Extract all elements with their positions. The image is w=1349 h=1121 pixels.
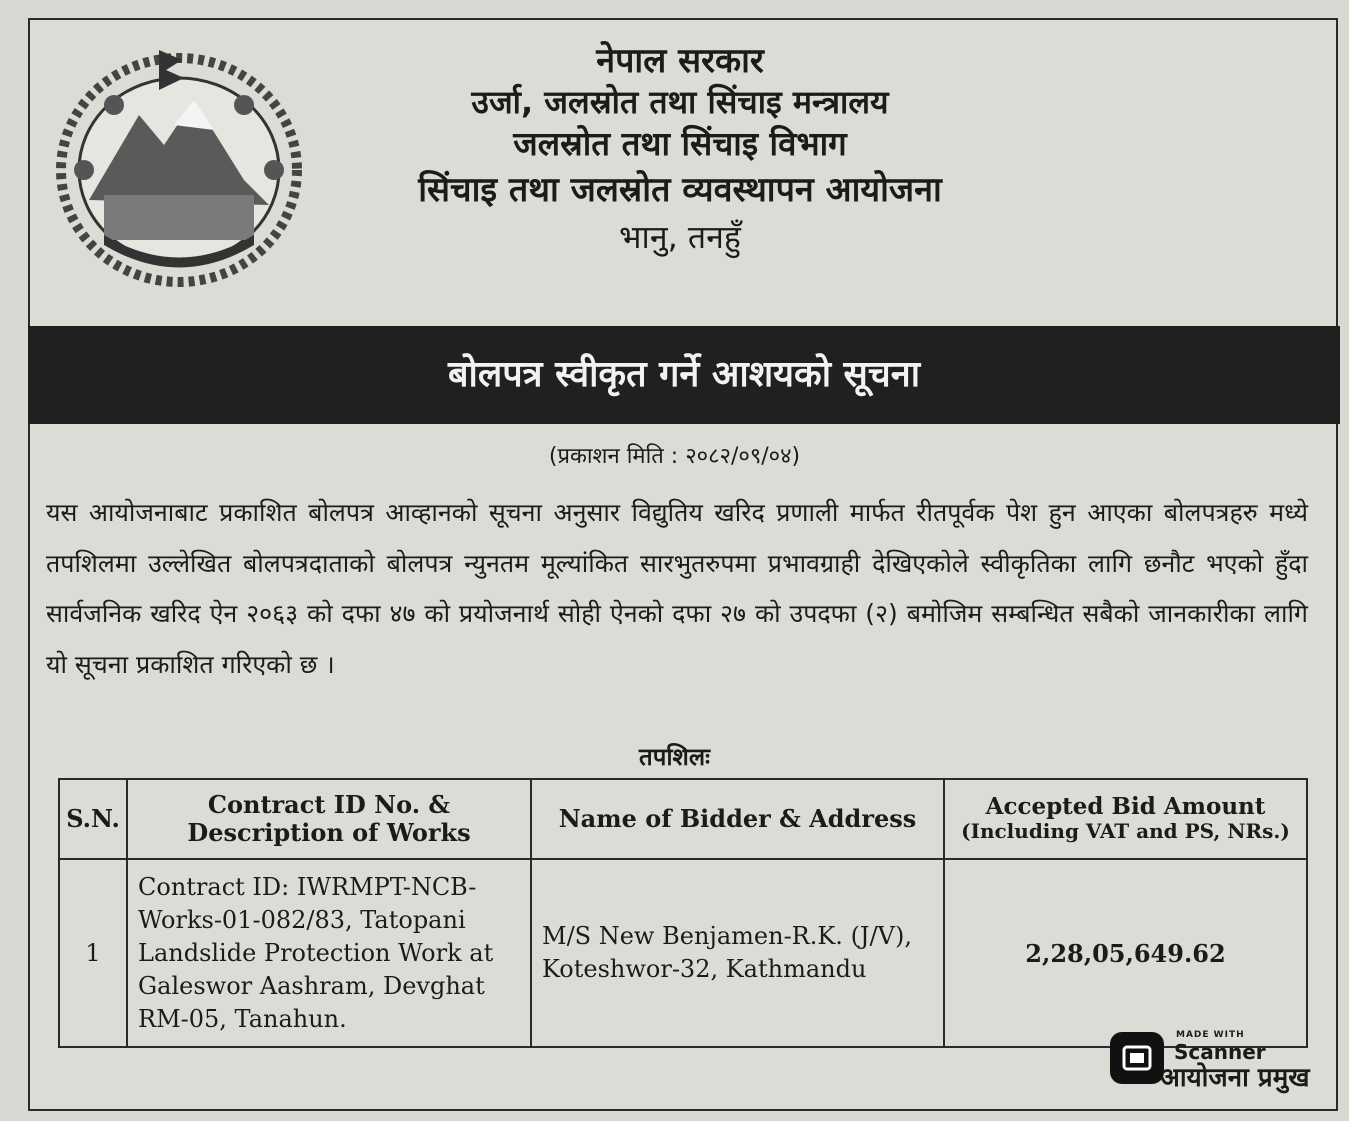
department-name: जलस्रोत तथा सिंचाइ विभाग [513,124,847,163]
bidder-header: Name of Bidder & Address [531,779,944,859]
notice-title: बोलपत्र स्वीकृत गर्ने आशयको सूचना [28,326,1340,424]
amount-header [944,779,1307,859]
bid-table [58,778,1308,1048]
row-amount: 2,28,05,649.62 [944,859,1307,1047]
watermark-made-with: MADE WITH [1176,1030,1245,1040]
schedule-label: तपशिलः [639,743,710,771]
table-header-row [59,779,1307,859]
table-row [59,859,1307,1047]
amount-header-line1: Accepted Bid Amount [985,793,1266,820]
watermark-app-name: Scanner [1174,1040,1266,1064]
contract-header-line1: Contract ID No. & [207,790,451,819]
publication-date: (प्रकाशन मिति : २०८२/०९/०४) [548,444,801,469]
government-name: नेपाल सरकार [596,41,764,81]
nepal-emblem-icon [44,30,314,300]
amount-header-line2: (Including VAT and PS, NRs.) [961,819,1290,843]
row-contract: Contract ID: IWRMPT-NCB-Works-01-082/83, Tatopani Landslide Protection Work at Galeswor Aashram, Devghat RM-05, Tanahun. [127,859,531,1047]
scanner-app-icon [1110,1032,1164,1084]
row-sn: 1 [59,859,127,1047]
signatory: आयोजना प्रमुख [1160,1063,1310,1093]
ministry-name: उर्जा, जलस्रोत तथा सिंचाइ मन्त्रालय [471,83,889,121]
sn-header: S.N. [59,779,127,859]
project-name: सिंचाइ तथा जलस्रोत व्यवस्थापन आयोजना [418,170,942,210]
contract-header [127,779,531,859]
row-bidder: M/S New Benjamen-R.K. (J/V), Koteshwor-32, Kathmandu [531,859,944,1047]
letterhead [300,40,1060,260]
contract-header-line2: Description of Works [187,818,471,847]
notice-body: यस आयोजनाबाट प्रकाशित बोलपत्र आव्हानको सूचना अनुसार विद्युतिय खरिद प्रणाली मार्फत रीतपूर्वक पेश हुन आएका बोलपत्रहरु मध्ये तपशिलमा उल्लेखित बोलपत्रदाताको बोलपत्र न्युनतम मूल्यांकित सारभुतरुपमा प्रभावग्राही देखिएकोले स्वीकृतिका लागि छनौट भएको हुँदा सार्वजनिक खरिद ऐन २०६३ को दफा ४७ को प्रयोजनार्थ सोही ऐनको दफा २७ को उपदफा (२) बमोजिम सम्बन्धित सबैको जानकारीका लागि यो सूचना प्रकाशित गरिएको छ । [46,498,1308,679]
office-location: भानु, तनहुँ [619,218,741,256]
